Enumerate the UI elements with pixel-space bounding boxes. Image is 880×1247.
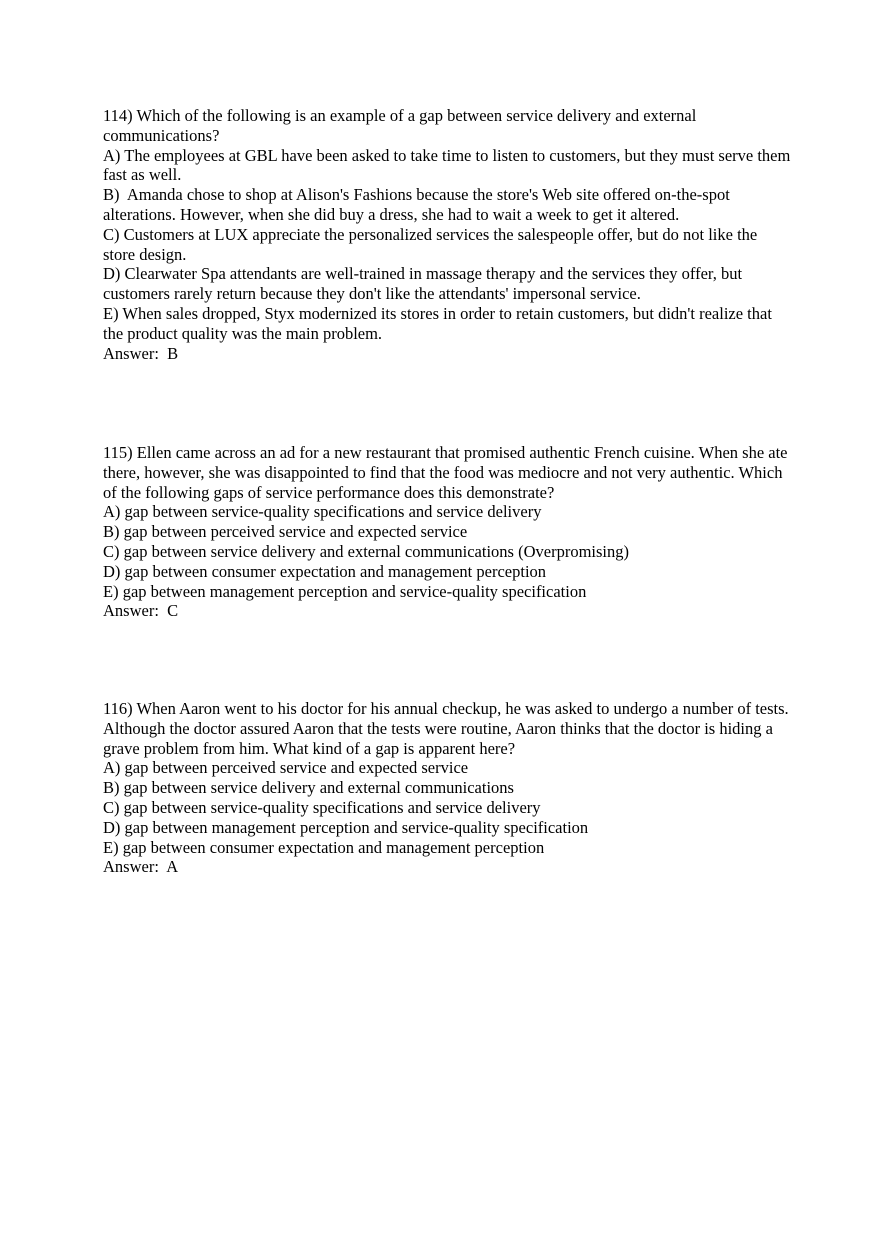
option-b: B) gap between service delivery and external communications bbox=[103, 778, 514, 798]
option-e: E) When sales dropped, Styx modernized its stores in order to retain customers, but didn't realize that the product quality was the main problem. bbox=[103, 303, 777, 343]
answer-line: Answer: B bbox=[103, 343, 179, 363]
question-stem: 115) Ellen came across an ad for a new restaurant that promised authentic French cuisine. When she ate there, however, she was disappointed to find that the food was mediocre and not very authentic. Which of the following gaps of service performance does this demonstrate? bbox=[103, 443, 792, 502]
question-stem: 116) When Aaron went to his doctor for his annual checkup, he was asked to undergo a number of tests. Although the doctor assured Aaron that the tests were routine, Aaron thinks that the doctor is hiding a grave problem from him. What kind of a gap is apparent here? bbox=[103, 699, 792, 758]
option-d: D) gap between consumer expectation and management perception bbox=[103, 561, 547, 581]
option-c: C) gap between service delivery and external communications (Overpromising) bbox=[103, 541, 629, 561]
option-a: A) gap between perceived service and expected service bbox=[103, 758, 469, 778]
question-115 bbox=[103, 443, 793, 621]
question-stem: 114) Which of the following is an example of a gap between service delivery and external communications? bbox=[103, 106, 701, 145]
option-b: B) Amanda chose to shop at Alison's Fashions because the store's Web site offered on-the-spot alterations. However, when she did buy a dress, she had to wait a week to get it altered. bbox=[103, 185, 734, 224]
answer-line: Answer: C bbox=[103, 601, 179, 621]
question-116 bbox=[103, 699, 793, 877]
option-e: E) gap between management perception and service-quality specification bbox=[103, 581, 587, 601]
option-c: C) Customers at LUX appreciate the personalized services the salespeople offer, but do not like the store design. bbox=[103, 224, 762, 264]
question-114 bbox=[103, 106, 793, 363]
option-d: D) Clearwater Spa attendants are well-trained in massage therapy and the services they offer, but customers rarely return because they don't like the attendants' impersonal service. bbox=[103, 264, 747, 304]
option-d: D) gap between management perception and service-quality specification bbox=[103, 817, 589, 837]
option-a: A) The employees at GBL have been asked to take time to listen to customers, but they must serve them fast as well. bbox=[103, 145, 795, 185]
option-b: B) gap between perceived service and expected service bbox=[103, 522, 468, 542]
option-e: E) gap between consumer expectation and management perception bbox=[103, 837, 545, 857]
option-a: A) gap between service-quality specifications and service delivery bbox=[103, 502, 542, 522]
option-c: C) gap between service-quality specifications and service delivery bbox=[103, 797, 541, 817]
answer-line: Answer: A bbox=[103, 857, 179, 877]
